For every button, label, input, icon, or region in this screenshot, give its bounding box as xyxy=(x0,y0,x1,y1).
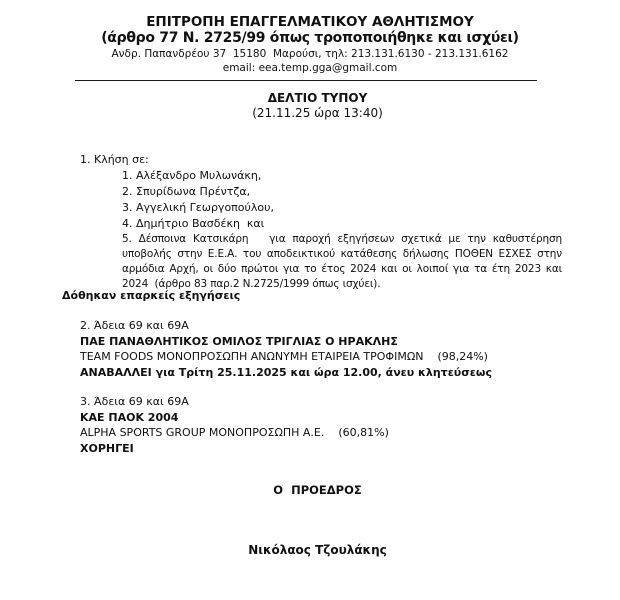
summons-item-paragraph: 5. Δέσποινα Κατσικάρη για παροχή εξηγήσεων σχετικά με την καθυστέρηση υποβολής στην Ε.Ε.Α. του αποδεικτικού κατάθεσης δήλωσης ΠΟΘΕΝ ΕΣΧΕΣ στην αρμόδια Αρχή, οι δύο πρώτοι για το έτος 2024 και οι λοιποί για τα έτη 2023 και 2024 (άρθρο 83 παρ.2 Ν.2725/1999 όπως ισχύει). xyxy=(122,233,566,290)
section-license-2 xyxy=(80,318,555,380)
decision-line: ΧΟΡΗΓΕΙ xyxy=(80,441,134,455)
section-heading: 3. Άδεια 69 και 69Α xyxy=(80,395,189,408)
section-license-3 xyxy=(80,394,555,456)
section-heading: 1. Κλήση σε: xyxy=(80,153,149,166)
organization-name: ΕΠΙΤΡΟΠΗ ΕΠΑΓΓΕΛΜΑΤΙΚΟΥ ΑΘΛΗΤΙΣΜΟΥ xyxy=(146,14,474,30)
signature-role: Ο ΠΡΟΕΔΡΟΣ xyxy=(273,483,362,497)
section-heading: 2. Άδεια 69 και 69Α xyxy=(80,319,189,332)
address-line: Ανδρ. Παπανδρέου 37 15180 Μαρούσι, τηλ: 213.131.6130 - 213.131.6162 xyxy=(111,48,509,60)
summons-item: 3. Αγγελική Γεωργοπούλου, xyxy=(122,201,274,214)
club-name: ΚΑΕ ΠΑΟΚ 2004 xyxy=(80,410,179,424)
law-reference: (άρθρο 77 Ν. 2725/99 όπως τροποποιήθηκε και ισχύει) xyxy=(101,30,519,46)
email-line: email: eea.temp.gga@gmail.com xyxy=(222,62,398,74)
press-release-datetime: (21.11.25 ώρα 13:40) xyxy=(252,106,383,120)
document-body xyxy=(62,91,566,559)
signature-name: Νικόλαος Τζουλάκης xyxy=(248,543,387,557)
summons-item: 2. Σπυρίδωνα Πρέντζα, xyxy=(122,185,251,198)
shareholder-line: TEAM FOODS ΜΟΝΟΠΡΟΣΩΠΗ ΑΝΩΝΥΜΗ ΕΤΑΙΡΕΙΑ ΤΡΟΦΙΜΩΝ (98,24%) xyxy=(80,350,488,363)
signature-block xyxy=(80,483,555,559)
decision-line: ΑΝΑΒΑΛΛΕΙ για Τρίτη 25.11.2025 και ώρα 12.00, άνευ κλητεύσεως xyxy=(80,365,493,379)
club-name: ΠΑΕ ΠΑΝΑΘΛΗΤΙΚΟΣ ΟΜΙΛΟΣ ΤΡΙΓΛΙΑΣ Ο ΗΡΑΚΛΗΣ xyxy=(80,334,398,348)
conclusion-line: Δόθηκαν επαρκείς εξηγήσεις xyxy=(62,289,241,302)
summons-item: 4. Δημήτριο Βασδέκη και xyxy=(122,217,265,230)
section-summons xyxy=(62,152,566,304)
shareholder-line: ALPHA SPORTS GROUP ΜΟΝΟΠΡΟΣΩΠΗ Α.Ε. (60,81%) xyxy=(80,426,389,439)
summons-item: 1. Αλέξανδρο Μυλωνάκη, xyxy=(122,169,262,182)
document-header xyxy=(0,0,620,75)
press-release-title: ΔΕΛΤΙΟ ΤΥΠΟΥ xyxy=(267,91,368,105)
header-divider xyxy=(75,80,537,81)
